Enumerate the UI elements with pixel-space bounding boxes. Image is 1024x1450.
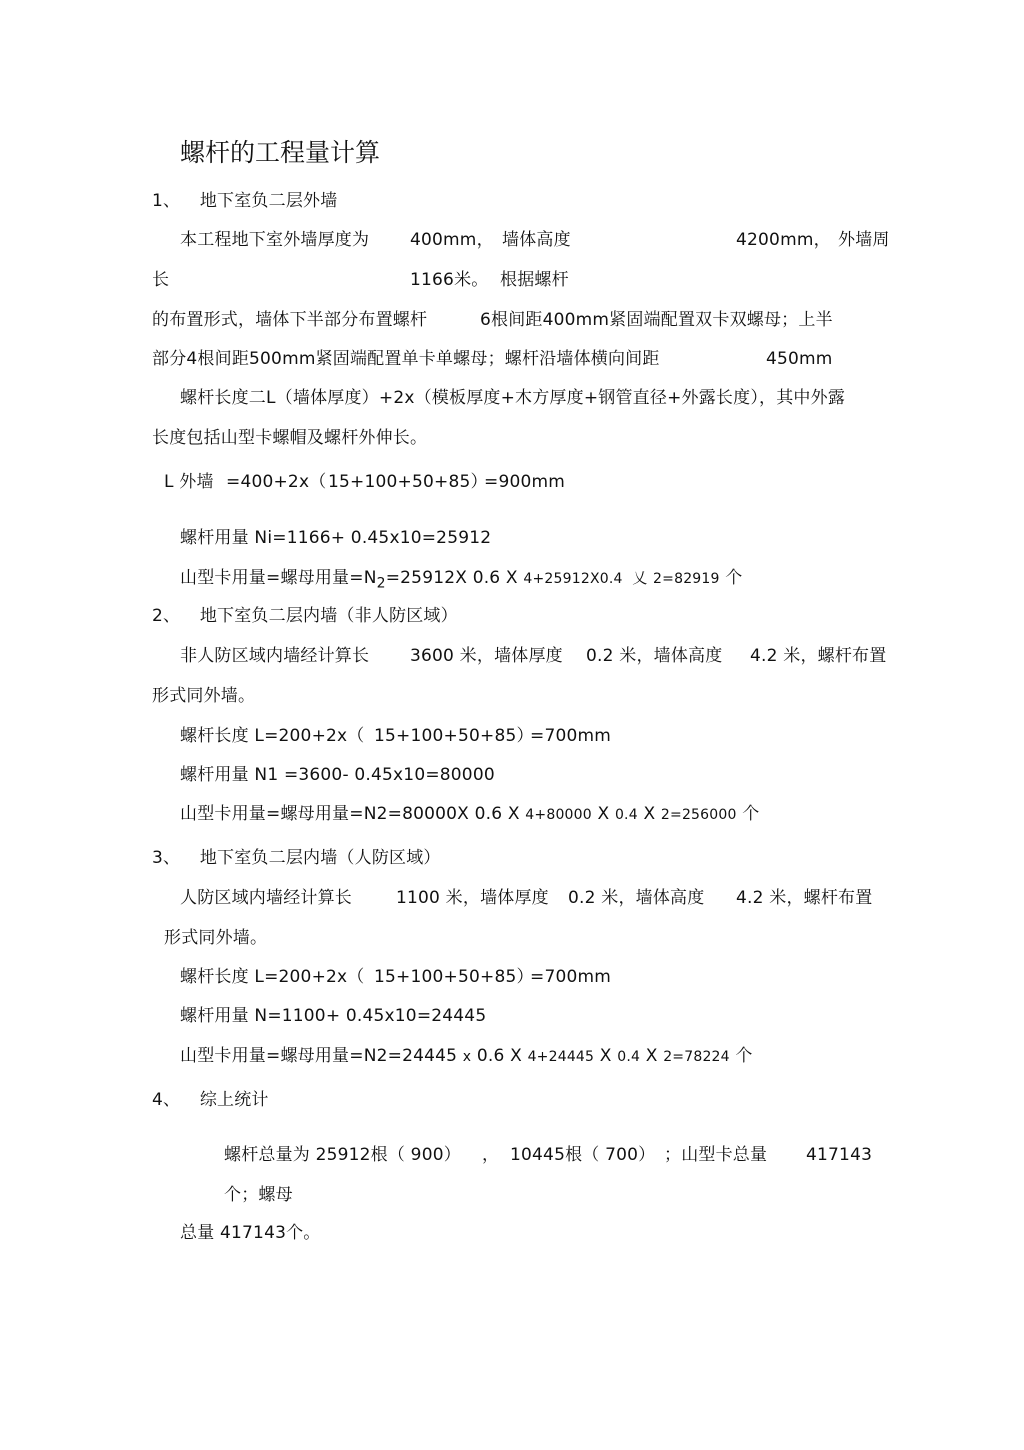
section-3-title: 地下室负二层内墙（人防区域）: [199, 848, 441, 868]
text-span: 人防区域内墙经计算长: [180, 888, 352, 908]
text-span: 螺杆总量为 25912根（ 900）: [224, 1145, 461, 1165]
text-span: 螺杆长度 L=200+2x（: [180, 726, 365, 746]
section-4-number: 4、: [152, 1090, 181, 1110]
text-span: 1100 米，墙体厚度: [396, 888, 549, 908]
section-1-title: 地下室负二层外墙: [199, 191, 338, 211]
text-span: 15+100+50+85）: [374, 967, 534, 987]
section-1-paragraph-5: 螺杆长度二L（墙体厚度）+2x（模板厚度+木方厚度+钢管直径+外露长度），其中外露: [180, 388, 846, 408]
text-span: 山型卡用量=螺母用量=N2=80000X 0.6 X: [180, 804, 520, 824]
section-1-formula-nuts: [180, 567, 742, 594]
text-span: 4+25912X0.4: [523, 571, 623, 587]
section-4-title: 综上统计: [199, 1090, 269, 1110]
section-3-number: 3、: [152, 848, 181, 868]
text-span: 417143: [806, 1145, 873, 1165]
text-span: 4+24445: [527, 1049, 595, 1065]
section-3-heading: [152, 847, 441, 869]
section-1-heading: [152, 190, 337, 212]
text-span: 螺杆长度 L=200+2x（: [180, 967, 365, 987]
text-span: 4+80000: [525, 807, 592, 823]
text-span: 根据螺杆: [500, 270, 569, 290]
text-span: 0.4: [614, 807, 638, 823]
text-span: 个: [742, 804, 760, 824]
text-span: 2=82919: [653, 571, 720, 587]
text-span: 400mm，: [410, 230, 494, 250]
text-span: 15+100+50+85）: [374, 726, 534, 746]
text-span: 4.2 米，螺杆布置: [750, 646, 887, 666]
text-span: 个: [725, 568, 743, 588]
text-span: 1166米。: [410, 270, 489, 290]
text-span: =900mm: [484, 472, 566, 492]
section-2-title: 地下室负二层内墙（非人防区域）: [199, 606, 458, 626]
text-span: 4.2 米，螺杆布置: [736, 888, 873, 908]
text-span: 4200mm，: [736, 230, 831, 250]
section-2-formula-quantity: 螺杆用量 N1 =3600- 0.45x10=80000: [180, 765, 495, 785]
text-span: 非人防区域内墙经计算长: [180, 646, 370, 666]
text-span: 450mm: [766, 349, 833, 369]
text-span: =400+2x（: [226, 472, 327, 492]
subscript: 2: [376, 575, 386, 592]
text-span: X: [643, 804, 656, 824]
text-span: X: [597, 804, 610, 824]
text-span: 6根间距400mm紧固端配置双卡双螺母；上半: [480, 310, 833, 330]
text-span: 长: [152, 270, 170, 290]
text-span: 3600 米，墙体厚度: [410, 646, 563, 666]
section-1-paragraph-6: 长度包括山型卡螺帽及螺杆外伸长。: [152, 428, 428, 448]
text-span: 山型卡用量=螺母用量=N2=24445: [180, 1046, 458, 1066]
text-span: 2=256000: [660, 807, 737, 823]
document-title: 螺杆的工程量计算: [180, 138, 381, 167]
text-span: 个: [735, 1046, 753, 1066]
text-span: X: [645, 1046, 658, 1066]
section-2-formula-nuts: [180, 803, 759, 826]
text-span: 部分4根间距500mm紧固端配置单卡单螺母；螺杆沿墙体横向间距: [152, 349, 660, 369]
text-span: 山型卡用量=螺母用量=N: [180, 568, 377, 588]
text-span: 10445根（ 700）: [510, 1145, 656, 1165]
text-span: 本工程地下室外墙厚度为: [180, 230, 370, 250]
text-span: 0.6 X: [476, 1046, 522, 1066]
text-span: 0.2 米，墙体高度: [586, 646, 723, 666]
text-span: =700mm: [530, 967, 612, 987]
text-span: ，: [482, 1145, 500, 1165]
text-span: ；山型卡总量: [664, 1145, 768, 1165]
text-span: 墙体高度: [502, 230, 571, 250]
section-3-paragraph-2: 形式同外墙。: [164, 928, 268, 948]
text-span: 的布置形式，墙体下半部分布置螺杆: [152, 310, 428, 330]
section-2-heading: [152, 605, 458, 627]
text-span: =700mm: [530, 726, 612, 746]
section-2-number: 2、: [152, 606, 181, 626]
text-span: X: [599, 1046, 612, 1066]
section-4-heading: [152, 1089, 269, 1111]
text-span: 15+100+50+85）: [328, 472, 488, 492]
text-span: 0.4: [617, 1049, 641, 1065]
text-span: L 外墙: [164, 472, 214, 492]
section-3-formula-quantity: 螺杆用量 N=1100+ 0.45x10=24445: [180, 1006, 487, 1026]
text-span: x: [462, 1049, 472, 1065]
text-span: 0.2 米，墙体高度: [568, 888, 705, 908]
section-2-paragraph-2: 形式同外墙。: [152, 686, 256, 706]
section-1-formula-quantity: 螺杆用量 Ni=1166+ 0.45x10=25912: [180, 528, 492, 548]
text-span: 乂: [632, 569, 648, 587]
text-span: =25912X 0.6 X: [385, 568, 518, 588]
section-4-paragraph-2: 个；螺母: [224, 1185, 293, 1205]
section-1-number: 1、: [152, 191, 181, 211]
text-span: 2=78224: [663, 1049, 730, 1065]
section-4-paragraph-3: 总量 417143个。: [180, 1223, 321, 1243]
section-3-formula-nuts: [180, 1045, 753, 1068]
text-span: 外墙周: [838, 230, 890, 250]
